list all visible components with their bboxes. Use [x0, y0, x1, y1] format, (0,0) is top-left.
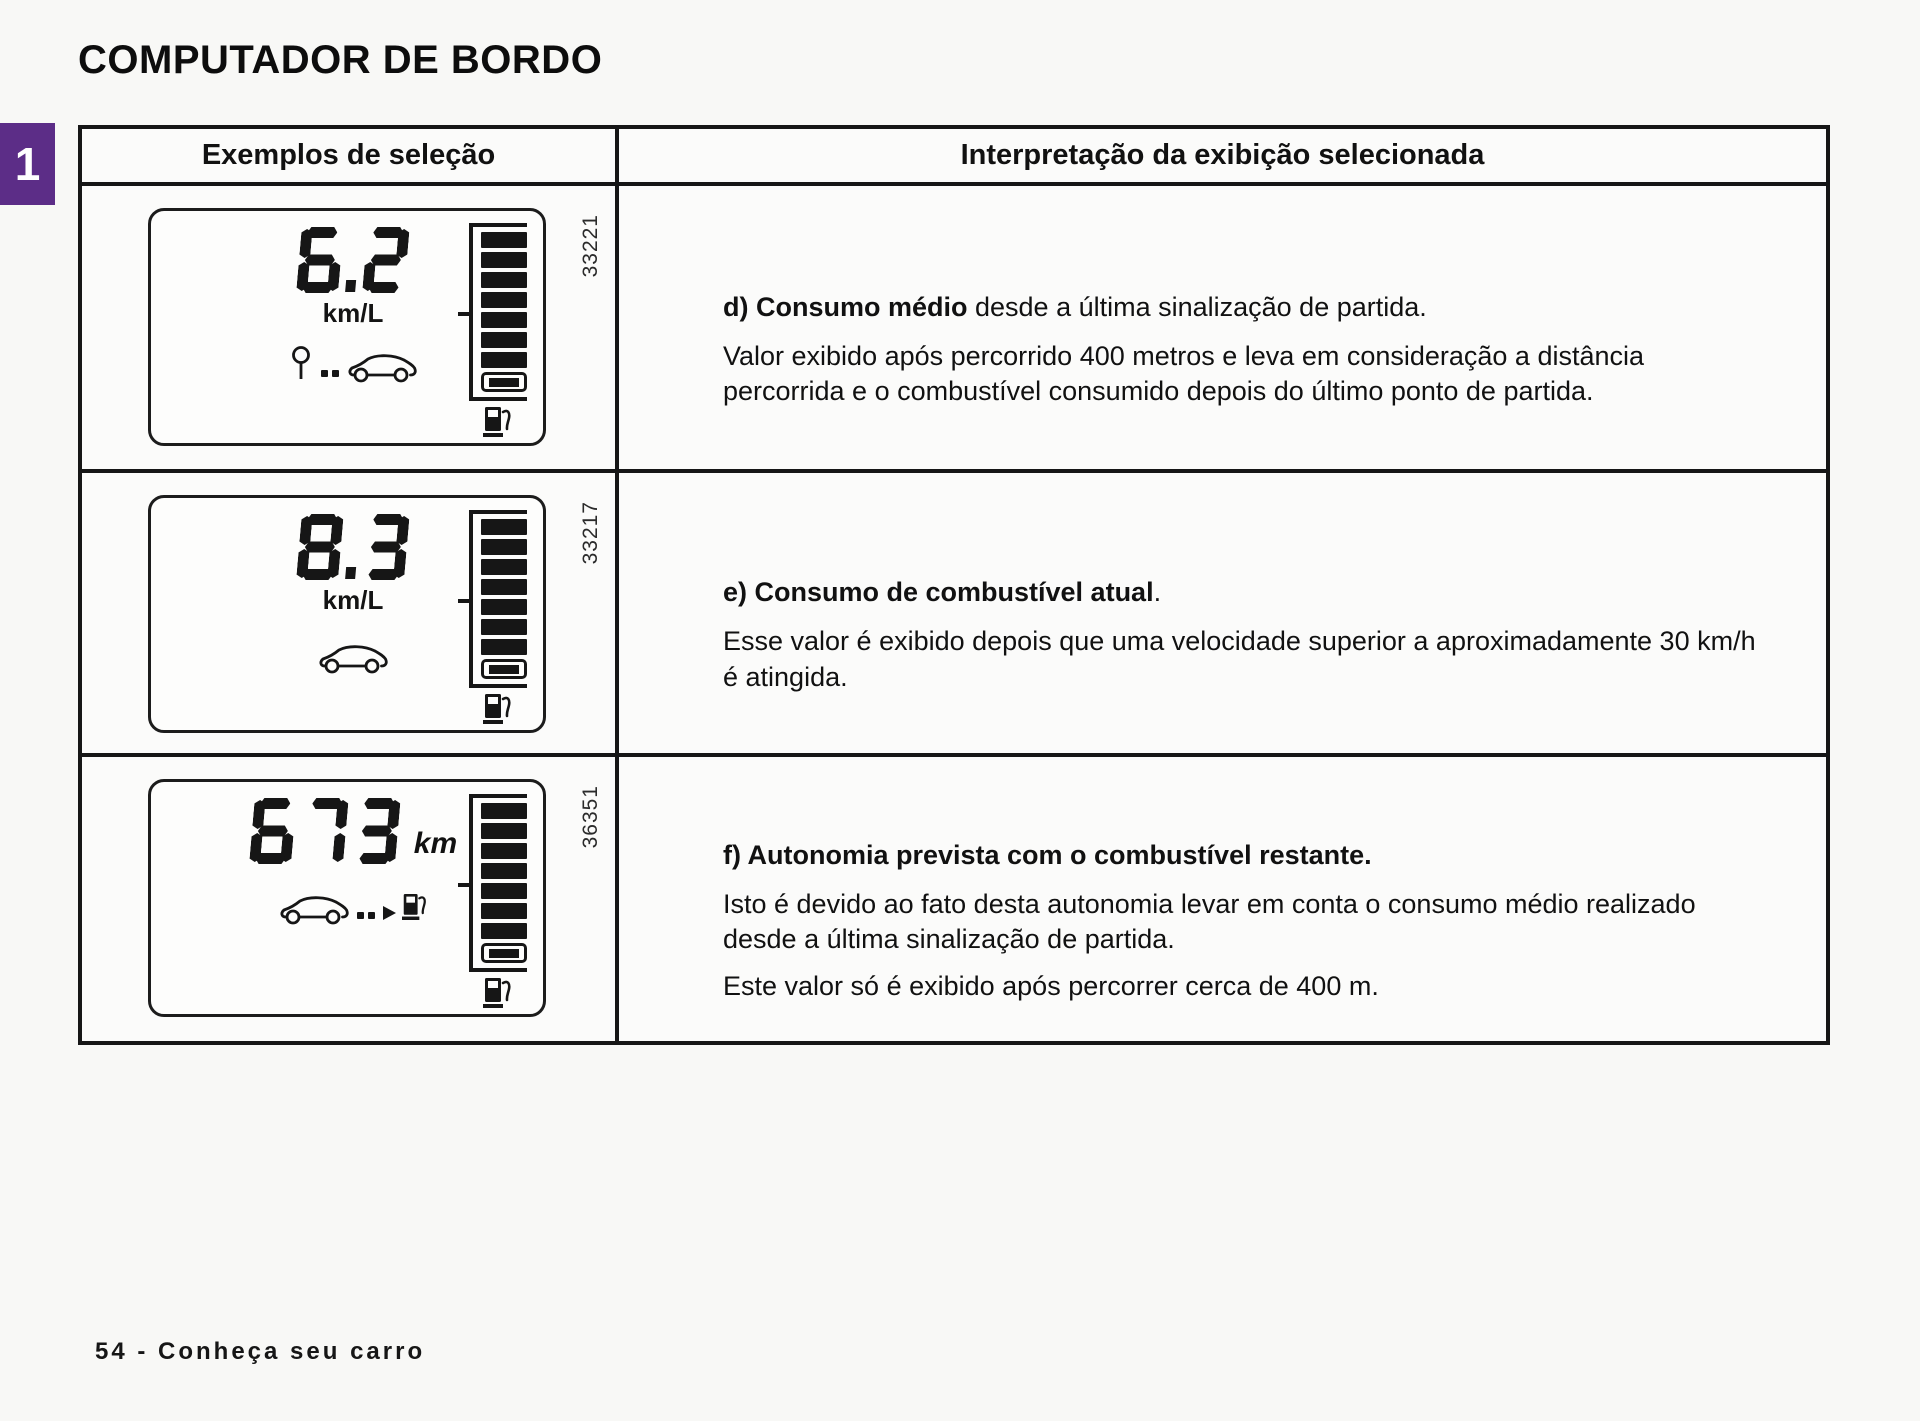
departure-pin-icon — [289, 345, 313, 383]
example-cell — [82, 757, 619, 1041]
row-heading: e) Consumo de combustível atual. — [723, 577, 1162, 608]
table-row — [82, 757, 1826, 1041]
display-value — [291, 512, 415, 580]
fuel-reserve-marker — [481, 659, 527, 679]
row-heading: d) Consumo médio desde a última sinalização de partida. — [723, 291, 1427, 322]
row-paragraph: Isto é devido ao fato desta autonomia levar em conta o consumo médio realizado desde a última sinalização de partida. — [723, 888, 1696, 954]
column-header-interpretation: Interpretação da exibição selecionada — [960, 139, 1485, 171]
car-icon — [279, 893, 349, 925]
interpretation-cell — [619, 757, 1826, 1041]
page-footer: 54 - Conheça seu carro — [95, 1338, 426, 1365]
fuel-gauge-bars — [469, 223, 527, 401]
car-icon — [318, 642, 388, 674]
fuel-pump-icon — [483, 691, 513, 727]
fuel-gauge — [469, 223, 527, 440]
display-unit: km/L — [322, 298, 384, 328]
fuel-reserve-marker — [481, 372, 527, 392]
example-cell — [82, 473, 619, 753]
interpretation-cell — [619, 473, 1826, 753]
trail-dots-icon — [357, 912, 375, 919]
display-value — [291, 225, 415, 293]
row-paragraph: Valor exibido após percorrido 400 metros e leva em consideração a distância percorrida e o combustível consumido depois do último ponto de partida. — [723, 340, 1645, 407]
fuel-pump-icon — [483, 975, 513, 1011]
display-unit: km/L — [322, 585, 384, 615]
figure-number: 33217 — [579, 501, 602, 565]
page-title: COMPUTADOR DE BORDO — [78, 38, 603, 82]
fuel-gauge — [469, 794, 527, 1011]
arrow-to-pump-icon — [383, 906, 396, 920]
chapter-number: 1 — [14, 138, 41, 190]
column-header-examples: Exemplos de seleção — [82, 129, 619, 182]
fuel-gauge-bars — [469, 510, 527, 688]
figure-number: 33221 — [579, 214, 602, 278]
fuel-pump-icon — [402, 890, 428, 924]
fuel-reserve-marker — [481, 943, 527, 963]
row-heading: f) Autonomia prevista com o combustível restante. — [723, 839, 1372, 870]
trail-dots-icon — [321, 370, 339, 377]
lcd-display — [148, 495, 546, 733]
table-row — [82, 473, 1826, 757]
example-cell — [82, 186, 619, 469]
display-value — [244, 796, 461, 864]
lcd-display — [148, 779, 546, 1017]
figure-number: 36351 — [579, 785, 602, 849]
fuel-gauge — [469, 510, 527, 727]
lcd-display — [148, 208, 546, 446]
table-row — [82, 186, 1826, 473]
row-paragraph: Este valor só é exibido após percorrer cerca de 400 m. — [723, 971, 1379, 1002]
fuel-pump-icon — [483, 404, 513, 440]
fuel-gauge-bars — [469, 794, 527, 972]
display-unit: km — [414, 827, 458, 860]
table-header-row — [82, 129, 1826, 186]
row-paragraph: Esse valor é exibido depois que uma velocidade superior a aproximadamente 30 km/h é atingida. — [723, 626, 1756, 692]
chapter-tab — [0, 123, 55, 205]
selection-table — [78, 125, 1830, 1045]
car-icon — [347, 351, 417, 383]
interpretation-cell — [619, 186, 1826, 469]
